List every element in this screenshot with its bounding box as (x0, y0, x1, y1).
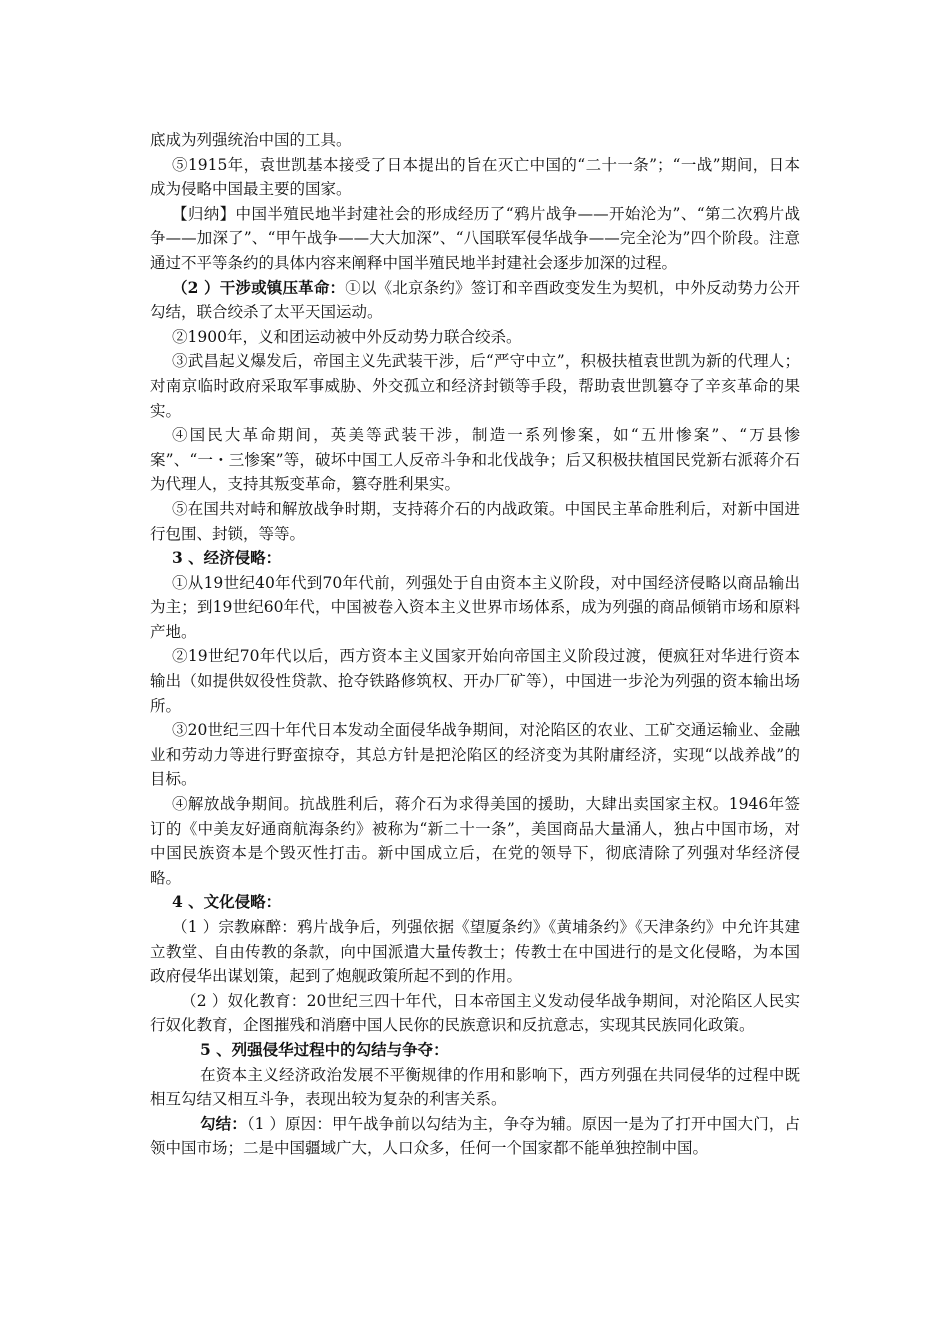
paragraph-item-5b: ⑤在国共对峙和解放战争时期，支持蒋介石的内战政策。中国民主革命胜利后，对新中国进行包围、封锁，等等。 (150, 499, 800, 543)
document-page (150, 128, 800, 1161)
section-5-intro: 在资本主义经济政治发展不平衡规律的作用和影响下，西方列强在共同侵华的过程中既相互勾结又相互斗争，表现出较为复杂的利害关系。 (150, 1065, 800, 1109)
econ-item-2: ②19世纪70年代以后，西方资本主义国家开始向帝国主义阶段过渡，便疯狂对华进行资本输出（如提供奴役性贷款、抢夺铁路修筑权、开办厂矿等），中国进一步沦为列强的资本输出场所。 (150, 647, 800, 715)
paragraph-item-5: ⑤1915年，袁世凯基本接受了日本提出的旨在灭亡中国的“二十一条”；“一战”期间，日本成为侵略中国最主要的国家。 (150, 155, 800, 199)
collusion-text: （1 ）原因：甲午战争前以勾结为主，争夺为辅。原因一是为了打开中国大门，占领中国市场；二是中国疆域广大，人口众多，任何一个国家都不能单独控制中国。 (150, 1114, 800, 1158)
collusion-paragraph (150, 1112, 800, 1161)
section-2-paragraph (150, 276, 800, 325)
culture-item-2: （2 ）奴化教育：20世纪三四十年代，日本帝国主义发动侵华战争期间，对沦陷区人民实行奴化教育，企图摧残和消磨中国人民你的民族意识和反抗意志，实现其民族同化政策。 (150, 991, 800, 1035)
paragraph-item-4: ④国民大革命期间，英美等武装干涉，制造一系列惨案，如“五卅惨案”、“万县惨案”、“一・三惨案”等，破坏中国工人反帝斗争和北伐战争；后又积极扶植国民党新右派蒋介石为代理人，支持其叛变革命，篡夺胜利果实。 (150, 426, 800, 494)
paragraph-summary: 【归纳】中国半殖民地半封建社会的形成经历了“鸦片战争——开始沦为”、“第二次鸦片战争——加深了”、“甲午战争——大大加深”、“八国联军侵华战争——完全沦为”四个阶段。注意通过不平等条约的具体内容来阐释中国半殖民地半封建社会逐步加深的过程。 (150, 204, 800, 272)
paragraph-item-2: ②1900年，义和团运动被中外反动势力联合绞杀。 (172, 327, 522, 346)
econ-item-3: ③20世纪三四十年代日本发动全面侵华战争期间，对沦陷区的农业、工矿交通运输业、金融业和劳动力等进行野蛮掠夺，其总方针是把沦陷区的经济变为其附庸经济，实现“以战养战”的目标。 (150, 721, 800, 789)
econ-item-4: ④解放战争期间。抗战胜利后，蒋介石为求得美国的援助，大肆出卖国家主权。1946年签订的《中美友好通商航海条约》被称为“新二十一条”，美国商品大量涌人，独占中国市场，对中国民族资本是个毁灭性打击。新中国成立后，在党的领导下，彻底清除了列强对华经济侵略。 (150, 795, 800, 887)
paragraph-continuation: 底成为列强统治中国的工具。 (150, 131, 352, 149)
section-5-heading: 5 、列强侵华过程中的勾结与争夺： (200, 1039, 449, 1059)
section-3-heading: 3 、经济侵略： (172, 548, 282, 568)
section-2-text: ①以《北京条约》签订和辛酉政变发生为契机，中外反动势力公开勾结，联合绞杀了太平天国运动。 (150, 278, 800, 322)
paragraph-item-3: ③武昌起义爆发后，帝国主义先武装干涉，后“严守中立”，积极扶植袁世凯为新的代理人；对南京临时政府采取军事威胁、外交孤立和经济封锁等手段，帮助袁世凯篡夺了辛亥革命的果实。 (150, 352, 800, 420)
collusion-label: 勾结： (200, 1113, 247, 1133)
econ-item-1: ①从19世纪40年代到70年代前，列强处于自由资本主义阶段，对中国经济侵略以商品输出为主；到19世纪60年代，中国被卷入资本主义世界市场体系，成为列强的商品倾销市场和原料产地。 (150, 573, 800, 641)
culture-item-1: （1 ）宗教麻醉：鸦片战争后，列强依据《望厦条约》《黄埔条约》《天津条约》中允许其建立教堂、自由传教的条款，向中国派遣大量传教士；传教士在中国进行的是文化侵略，为本国政府侵华出谋划策，起到了炮舰政策所起不到的作用。 (150, 918, 800, 986)
section-2-heading: （2 ）干涉或镇压革命： (172, 277, 346, 297)
section-4-heading: 4 、文化侵略： (172, 892, 282, 912)
